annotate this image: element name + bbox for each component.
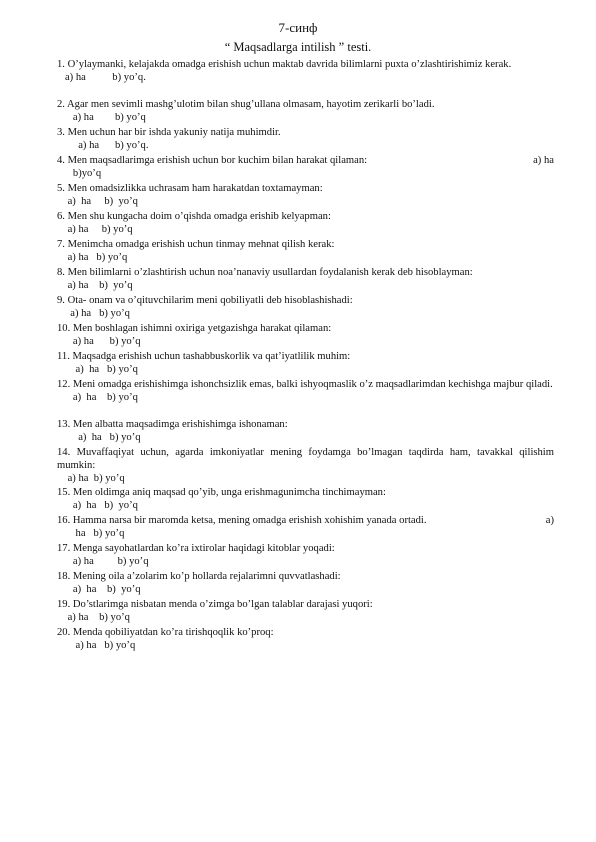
question-text: 18. Mening oila a’zolarim ko’p hollarda rejalarimni quvvatlashadi:: [57, 571, 341, 582]
question-text: 20. Menda qobiliyatdan ko’ra tirishqoqlik ko’proq:: [57, 627, 274, 638]
question-3: [57, 126, 554, 152]
question-8: [57, 266, 554, 292]
answer-options: a) ha b) yo’q: [57, 196, 138, 207]
answer-options: a) ha b) yo’q: [57, 584, 141, 595]
question-text: 14. Muvaffaqiyat uchun, agarda imkoniyatlar mening foydamga bo’lmagan taqdirda ham, tavakkal qilishim mumkin:: [57, 447, 554, 471]
answer-options: a) ha b) yo’q: [57, 392, 138, 403]
question-12: [57, 378, 554, 404]
question-20: [57, 626, 554, 652]
question-10: [57, 322, 554, 348]
answer-option-a: a) ha: [533, 155, 554, 166]
question-text: 6. Men shu kungacha doim o’qishda omadga erishib kelyapman:: [57, 211, 331, 222]
answer-options: a) ha b) yo’q: [57, 252, 128, 263]
question-text: 4. Men maqsadlarimga erishish uchun bor kuchim bilan harakat qilaman:: [57, 155, 368, 166]
question-text: 15. Men oldimga aniq maqsad qo’yib, unga erishmagunimcha tinchimayman:: [57, 487, 386, 498]
answer-options: a) ha b) yo’q: [57, 112, 146, 123]
answer-options: a) ha b) yo’q: [57, 224, 133, 235]
answer-options: a) ha b) yo’q.: [57, 72, 146, 83]
question-1: [57, 58, 554, 84]
question-text: 8. Men bilimlarni o’zlashtirish uchun noa’nanaviy usullardan foydalanish kerak deb hisoblayman:: [57, 267, 473, 278]
question-text: 1. O’ylaymanki, kelajakda omadga erishish uchun maktab davrida bilimlarni puxta o’zlashtirishimiz kerak.: [57, 59, 512, 70]
question-16: [57, 514, 554, 540]
question-7: [57, 238, 554, 264]
answer-options: a) ha b) yo’q: [57, 432, 141, 443]
question-14: [57, 446, 554, 485]
answer-option-a: a): [545, 515, 554, 526]
question-text: 11. Maqsadga erishish uchun tashabbuskorlik va qat’iyatlilik muhim:: [57, 351, 351, 362]
question-text: 13. Men albatta maqsadimga erishishimga ishonaman:: [57, 419, 288, 430]
question-text: 12. Meni omadga erishishimga ishonchsizlik emas, balki ishyoqmaslik o’z maqsadlarimdan kechishga majbur qiladi.: [57, 379, 553, 390]
question-text: 10. Men boshlagan ishimni oxiriga yetgazishga harakat qilaman:: [57, 323, 332, 334]
question-15: [57, 486, 554, 512]
question-text: 5. Men omadsizlikka uchrasam ham harakatdan toxtamayman:: [57, 183, 323, 194]
question-text: 16. Hamma narsa bir maromda ketsa, mening omadga erishish xohishim yanada ortadi.: [57, 515, 427, 526]
answer-options: a) ha b) yo’q: [57, 612, 130, 623]
question-2: [57, 98, 554, 124]
question-text: 9. Ota- onam va o’qituvchilarim meni qobiliyatli deb hisoblashishadi:: [57, 295, 353, 306]
answer-options: a) ha b) yo’q: [57, 473, 125, 484]
question-13: [57, 418, 554, 444]
question-6: [57, 210, 554, 236]
question-text: 7. Menimcha omadga erishish uchun tinmay mehnat qilish kerak:: [57, 239, 335, 250]
question-4: [57, 154, 554, 180]
question-17: [57, 542, 554, 568]
answer-options: a) ha b) yo’q: [57, 308, 130, 319]
question-5: [57, 182, 554, 208]
answer-options: a) ha b) yo’q: [57, 336, 141, 347]
answer-options: a) ha b) yo’q: [57, 500, 138, 511]
question-18: [57, 570, 554, 596]
page-title: 7-синф: [278, 20, 318, 35]
question-19: [57, 598, 554, 624]
answer-options: a) ha b) yo’q: [57, 364, 138, 375]
question-text: 2. Agar men sevimli mashg’ulotim bilan shug’ullana olmasam, hayotim zerikarli bo’ladi.: [57, 99, 435, 110]
question-text: 17. Menga sayohatlardan ko’ra ixtirolar haqidagi kitoblar yoqadi:: [57, 543, 335, 554]
question-9: [57, 294, 554, 320]
question-text: 19. Do’stlarimga nisbatan menda o’zimga bo’lgan talablar darajasi yuqori:: [57, 599, 373, 610]
question-text: 3. Men uchun har bir ishda yakuniy natija muhimdir.: [57, 127, 281, 138]
question-11: [57, 350, 554, 376]
test-subtitle: “ Maqsadlarga intilish ” testi.: [224, 40, 372, 54]
answer-options: a) ha b) yo’q.: [57, 140, 149, 151]
answer-options: a) ha b) yo’q: [57, 556, 149, 567]
answer-options: a) ha b) yo’q: [57, 280, 133, 291]
answer-options: a) ha b) yo’q: [57, 640, 136, 651]
answer-options: b)yo’q: [57, 168, 102, 179]
answer-options: ha b) yo’q: [57, 528, 125, 539]
